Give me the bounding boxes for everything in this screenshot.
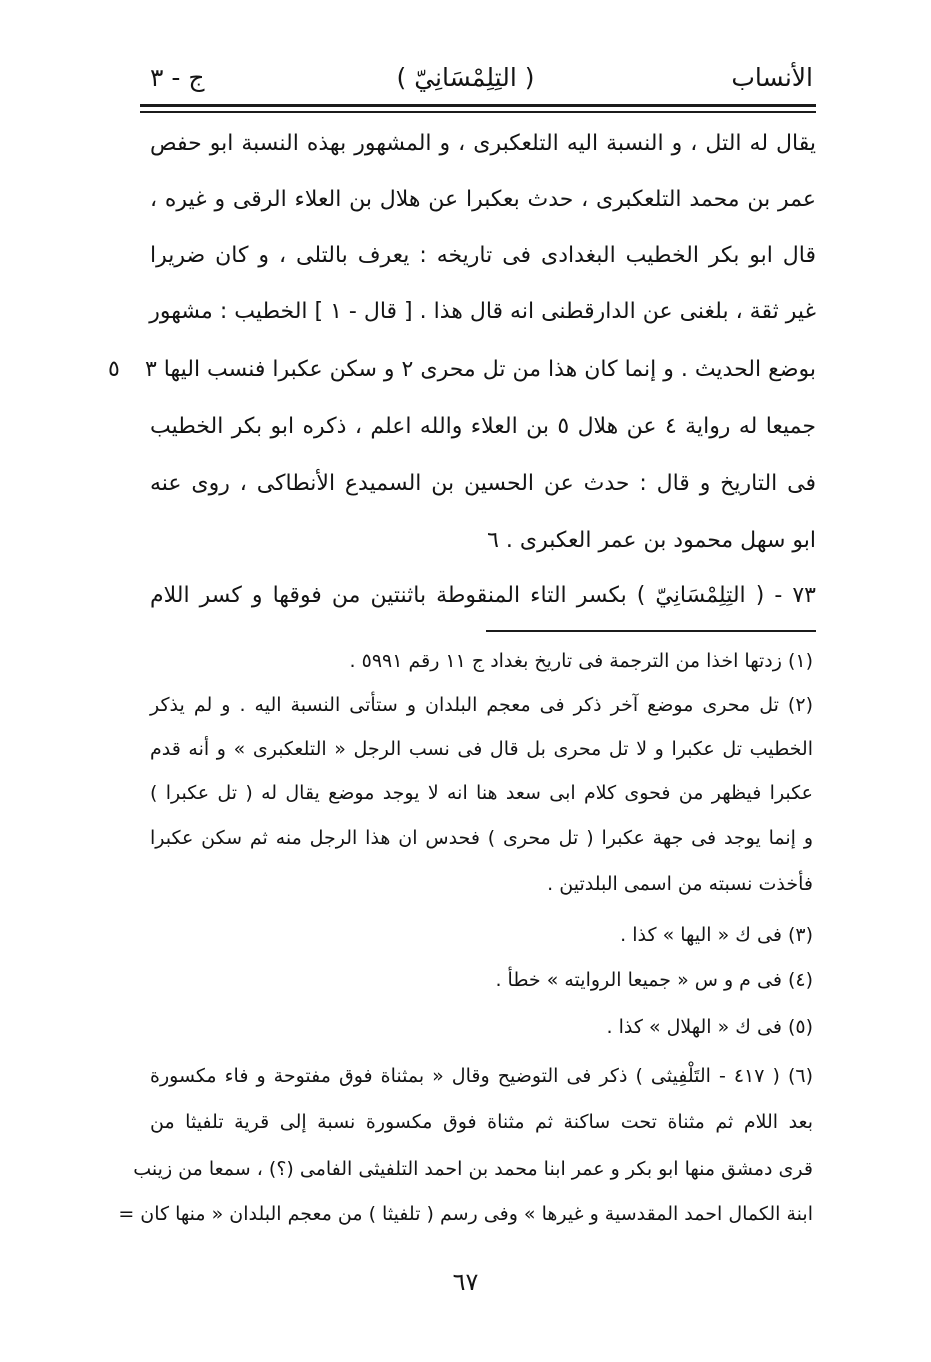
footnote-6-line-2: بعد اللام ثم مثناة تحت ساكنة ثم مثناة فوق مكسورة نسبة إلى قرية تلفيثا من [150,1111,813,1133]
running-head-volume: ج - ٣ [150,63,205,92]
footnote-6-line-3: قرى دمشق منها ابو بكر و عمر ابنا محمد بن احمد التلفيثى الفامى (؟) ، سمعا من زينب [133,1158,813,1180]
header-rule-thin [140,111,816,113]
footnote-3: (٣) فى ك « اليها » كذا . [620,924,813,946]
text-line-5: بوضع الحديث . و إنما كان هذا من تل محرى ٢ و سكن عكبرا فنسب اليها ٣ [144,357,816,382]
footnote-2-line-3: عكبرا فيظهر من فحوى كلام ابى سعد هنا انه لا يوجد موضع يقال له ( تل عكبرا ) [150,782,813,804]
text-line-2: عمر بن محمد التلعكبرى ، حدث بعكبرا عن هلال بن العلاء الرقى و غيره ، [150,187,816,212]
footnote-2-line-2: الخطيب تل عكبرا و لا تل محرى بل قال فى نسب الرجل « التلعكبرى » و أنه قدم [150,738,813,760]
footnote-separator [486,630,816,632]
page-number: ٦٧ [452,1268,479,1296]
footnote-6-line-1: (٦) ( ٤١٧ - التَلْفِيثى ) ذكر فى التوضيح وقال « بمثناة فوق مفتوحة و فاء مكسورة [150,1065,814,1087]
footnote-1: (١) زدتها اخذا من الترجمة فى تاريخ بغداد ج ١١ رقم ٥٩٩١ . [349,650,813,672]
running-head-book-title: الأنساب [731,63,813,92]
text-line-1: يقال له التل ، و النسبة اليه التلعكبرى ، و المشهور بهذه النسبة ابو حفص [150,131,816,156]
text-line-3: قال ابو بكر الخطيب البغدادى فى تاريخه : يعرف بالتلى ، و كان ضريرا [150,243,816,268]
footnote-2-line-4: و إنما يوجد فى جهة عكبرا ( تل محرى ) فحدس ان هذا الرجل منه ثم سكن عكبرا [150,827,813,849]
footnote-2-line-5: فأخذت نسبته من اسمى البلدتين . [547,873,813,895]
margin-line-number: ٥ [108,357,120,382]
text-line-8: ابو سهل محمود بن عمر العكبرى . ٦ [487,528,816,553]
footnote-4: (٤) فى م و س « جميعا الروايته » خطأ . [495,969,813,991]
footnote-5: (٥) فى ك « الهلال » كذا . [606,1016,813,1038]
running-head-entry: ( التِلِمْسَانِيّ ) [396,63,535,92]
footnote-6-line-4: ابنة الكمال احمد المقدسية و غيرها » وفى رسم ( تلفيثا ) من معجم البلدان « منها كان = [118,1203,813,1225]
header-rule-thick [140,104,816,107]
text-line-7: فى التاريخ و قال : حدث عن الحسين بن السميدع الأنطاكى ، روى عنه [150,471,816,496]
entry-heading-line: ٧٣ - ( التِلِمْسَانِيّ ) بكسر التاء المنقوطة باثنتين من فوقها و كسر اللام [150,583,816,608]
footnote-2-line-1: (٢) تل محرى موضع آخر ذكر فى معجم البلدان و ستأتى النسبة اليه . و لم يذكر [150,694,813,716]
text-line-6: جميعا له رواية ٤ عن هلال ٥ بن العلاء والله اعلم ، ذكره ابو بكر الخطيب [150,414,816,439]
text-line-4: غير ثقة ، بلغنى عن الدارقطنى انه قال هذا . [ قال - ١ ] الخطيب : مشهور [149,299,816,324]
